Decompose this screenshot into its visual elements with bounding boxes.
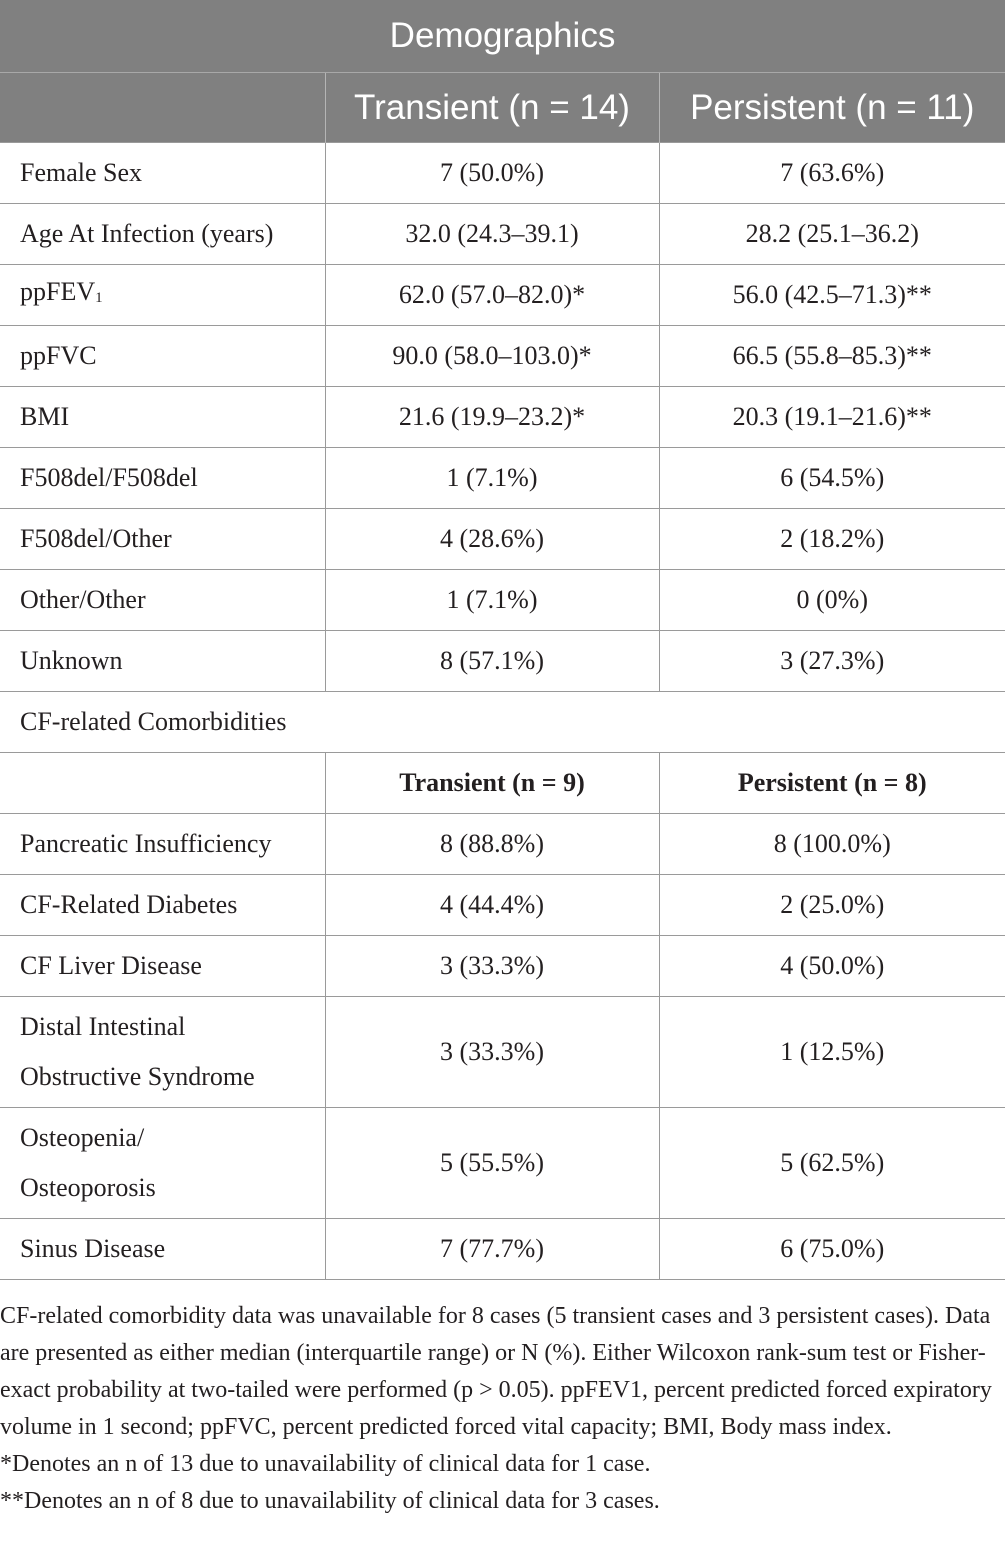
row-label <box>0 265 325 326</box>
persistent-value: 2 (25.0%) <box>659 875 1005 936</box>
persistent-value: 20.3 (19.1–21.6)** <box>659 387 1005 448</box>
transient-value: 3 (33.3%) <box>325 936 659 997</box>
row-label: Pancreatic Insufficiency <box>0 814 325 875</box>
table-row <box>0 448 1005 509</box>
persistent-value: 66.5 (55.8–85.3)** <box>659 326 1005 387</box>
comorbidities-header-transient: Transient (n = 9) <box>325 753 659 814</box>
column-header-persistent: Persistent (n = 11) <box>659 73 1005 143</box>
row-label-line: Osteoporosis <box>20 1173 156 1202</box>
persistent-value: 6 (75.0%) <box>659 1219 1005 1280</box>
column-header-empty <box>0 73 325 143</box>
table-row <box>0 875 1005 936</box>
footnote-double-star: **Denotes an n of 8 due to unavailability of clinical data for 3 cases. <box>0 1488 660 1514</box>
persistent-value: 0 (0%) <box>659 570 1005 631</box>
footnote-single-star: *Denotes an n of 13 due to unavailability of clinical data for 1 case. <box>0 1451 651 1477</box>
row-label: ppFVC <box>0 326 325 387</box>
persistent-value: 3 (27.3%) <box>659 631 1005 692</box>
row-label <box>0 997 325 1108</box>
table-row <box>0 326 1005 387</box>
persistent-value: 6 (54.5%) <box>659 448 1005 509</box>
table-title: Demographics <box>0 0 1005 73</box>
table-row <box>0 631 1005 692</box>
row-label: F508del/Other <box>0 509 325 570</box>
row-label-line: Distal Intestinal <box>20 1012 186 1041</box>
row-label: BMI <box>0 387 325 448</box>
table-row <box>0 1108 1005 1219</box>
transient-value: 4 (28.6%) <box>325 509 659 570</box>
table-row <box>0 1219 1005 1280</box>
transient-value: 5 (55.5%) <box>325 1108 659 1219</box>
table-row <box>0 814 1005 875</box>
persistent-value: 5 (62.5%) <box>659 1108 1005 1219</box>
row-label-text: ppFEV <box>20 277 96 306</box>
persistent-value: 28.2 (25.1–36.2) <box>659 204 1005 265</box>
persistent-value: 4 (50.0%) <box>659 936 1005 997</box>
persistent-value: 2 (18.2%) <box>659 509 1005 570</box>
transient-value: 3 (33.3%) <box>325 997 659 1108</box>
row-label: F508del/F508del <box>0 448 325 509</box>
comorbidities-header-persistent: Persistent (n = 8) <box>659 753 1005 814</box>
comorbidities-section-row <box>0 692 1005 753</box>
table-title-row <box>0 0 1005 73</box>
table-row <box>0 204 1005 265</box>
persistent-value: 56.0 (42.5–71.3)** <box>659 265 1005 326</box>
table-row <box>0 509 1005 570</box>
row-label <box>0 1108 325 1219</box>
persistent-value: 1 (12.5%) <box>659 997 1005 1108</box>
persistent-value: 8 (100.0%) <box>659 814 1005 875</box>
comorbidities-section-label: CF-related Comorbidities <box>0 692 1005 753</box>
transient-value: 8 (57.1%) <box>325 631 659 692</box>
table-row <box>0 997 1005 1108</box>
row-label-line: Obstructive Syndrome <box>20 1062 255 1091</box>
table-row <box>0 387 1005 448</box>
transient-value: 8 (88.8%) <box>325 814 659 875</box>
row-label: Female Sex <box>0 143 325 204</box>
transient-value: 7 (50.0%) <box>325 143 659 204</box>
transient-value: 90.0 (58.0–103.0)* <box>325 326 659 387</box>
transient-value: 62.0 (57.0–82.0)* <box>325 265 659 326</box>
transient-value: 32.0 (24.3–39.1) <box>325 204 659 265</box>
comorbidities-header-row <box>0 753 1005 814</box>
row-label-subscript: 1 <box>95 290 103 306</box>
transient-value: 1 (7.1%) <box>325 448 659 509</box>
transient-value: 7 (77.7%) <box>325 1219 659 1280</box>
table-row <box>0 143 1005 204</box>
table-footnotes <box>0 1298 1000 1520</box>
row-label: CF-Related Diabetes <box>0 875 325 936</box>
column-header-transient: Transient (n = 14) <box>325 73 659 143</box>
row-label-line: Osteopenia/ <box>20 1123 145 1152</box>
comorbidities-header-empty <box>0 753 325 814</box>
row-label: CF Liver Disease <box>0 936 325 997</box>
row-label: Unknown <box>0 631 325 692</box>
persistent-value: 7 (63.6%) <box>659 143 1005 204</box>
row-label: Other/Other <box>0 570 325 631</box>
transient-value: 21.6 (19.9–23.2)* <box>325 387 659 448</box>
column-header-row <box>0 73 1005 143</box>
row-label: Sinus Disease <box>0 1219 325 1280</box>
transient-value: 1 (7.1%) <box>325 570 659 631</box>
footnote-main: CF-related comorbidity data was unavailable for 8 cases (5 transient cases and 3 persistent cases). Data are presented as either median (interquartile range) or N (%). Either Wilcoxon rank-sum test or Fisher-exact probability at two-tailed were performed (p > 0.05). ppFEV1, percent predicted forced expiratory volume in 1 second; ppFVC, percent predicted forced vital capacity; BMI, Body mass index. <box>0 1303 992 1440</box>
table-row <box>0 936 1005 997</box>
transient-value: 4 (44.4%) <box>325 875 659 936</box>
row-label: Age At Infection (years) <box>0 204 325 265</box>
table-row <box>0 265 1005 326</box>
table-row <box>0 570 1005 631</box>
